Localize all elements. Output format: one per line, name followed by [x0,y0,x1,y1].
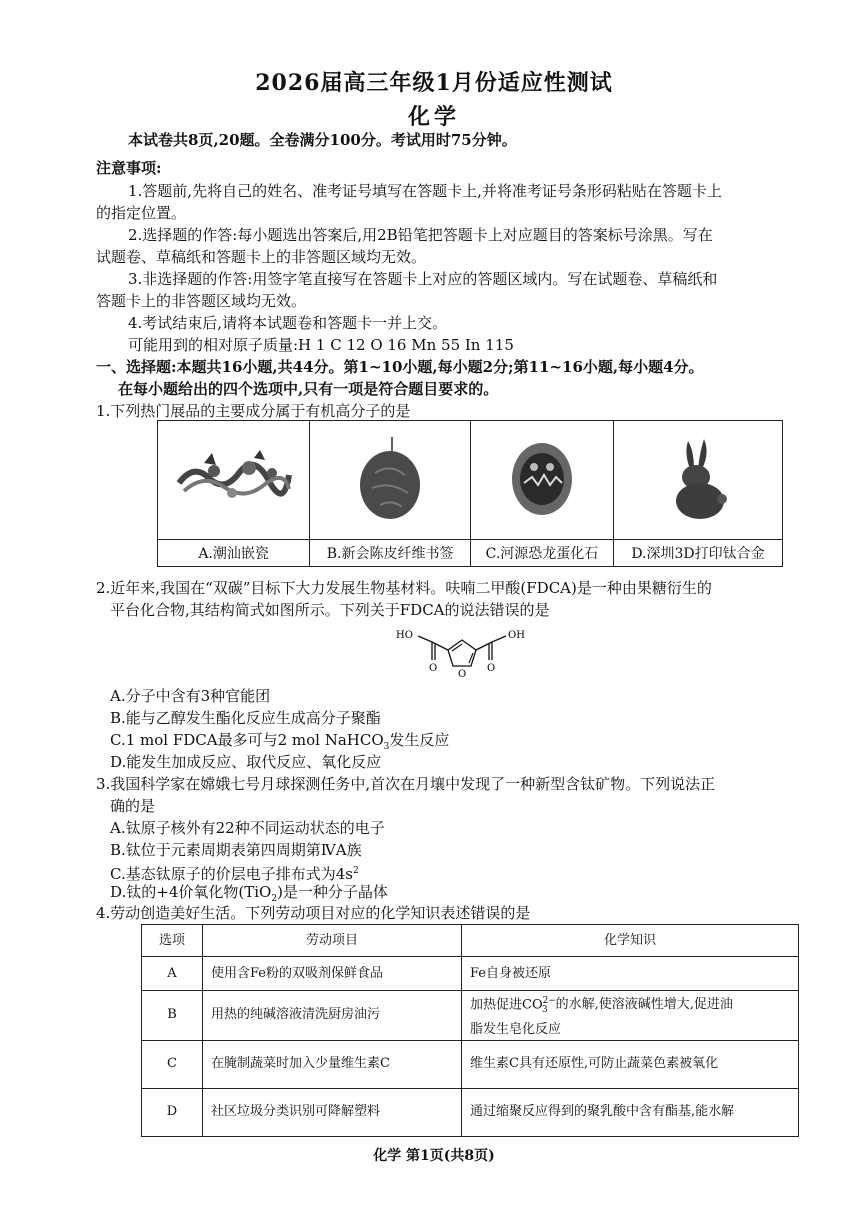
q3-option-a: A.钛原子核外有22种不同运动状态的电子 [110,819,385,837]
q1-option-d: D.深圳3D打印钛合金 [613,540,782,567]
table-row [142,991,799,1041]
notice-item-4: 4.考试结束后,请将本试题卷和答题卡一并上交。 [128,314,448,332]
rabbit-sculpture-image [658,433,738,523]
mol-oh-label: OH [508,630,525,641]
q4-row-b-knowledge-pre: 加热促进CO [470,997,543,1013]
q2-option-d: D.能发生加成反应、取代反应、氧化反应 [110,753,382,771]
q3-option-d-text: D.钛的+4价氧化物(TiO [110,883,272,901]
q3-option-d-subscript: 2 [271,894,278,904]
q4-row-a-task: 使用含Fe粉的双吸剂保鲜食品 [203,957,462,991]
q2-option-c-tail: 发生反应 [389,731,450,749]
q1-image-table [157,420,783,567]
q4-row-a-option: A [142,957,203,991]
q4-header-row [142,925,799,957]
q1-image-c [470,421,613,540]
q1-option-c: C.河源恐龙蛋化石 [470,540,613,567]
section-instruction: 在每小题给出的四个选项中,只有一项是符合题目要求的。 [118,380,499,398]
q1-option-b: B.新会陈皮纤维书签 [310,540,471,567]
q1-image-a [158,421,310,540]
mol-ring-o-label: O [458,669,467,680]
notice-item-1: 1.答题前,先将自己的姓名、准考证号填写在答题卡上,并将准考证号条形码粘贴在答题卡上 [128,182,722,200]
q1-image-b [310,421,471,540]
q2-stem-cont: 平台化合物,其结构简式如图所示。下列关于FDCA的说法错误的是 [110,601,550,619]
notice-item-1-cont: 的指定位置。 [96,204,187,222]
table-row [142,957,799,991]
q4-row-c-option: C [142,1040,203,1088]
q1-image-d [613,421,782,540]
q4-row-b-knowledge-post: 的水解,使溶液碱性增大,促进油 [555,997,733,1013]
q3-option-b: B.钛位于元素周期表第四周期第ⅣA族 [110,841,362,859]
atomic-mass-line: 可能用到的相对原子质量:H 1 C 12 O 16 Mn 55 In 115 [128,336,514,354]
page-footer: 化学 第1页(共8页) [373,1148,495,1164]
q2-option-c-subscript: 3 [383,742,390,752]
q4-header-task: 劳动项目 [203,925,462,957]
fdca-structure-diagram [392,620,532,682]
q4-row-b-knowledge-sub: 3 [541,1004,548,1015]
table-row [142,1040,799,1088]
q4-row-b-knowledge [462,991,799,1041]
q3-option-d-tail: )是一种分子晶体 [277,883,388,901]
notice-heading: 注意事项: [96,159,162,177]
q2-option-a: A.分子中含有3种官能团 [110,687,271,705]
q4-row-b-option: B [142,991,203,1041]
q4-header-option: 选项 [142,925,203,957]
q2-option-b: B.能与乙醇发生酯化反应生成高分子聚酯 [110,709,381,727]
q1-stem: 1.下列热门展品的主要成分属于有机高分子的是 [96,402,411,420]
notice-item-3: 3.非选择题的作答:用签字笔直接写在答题卡上对应的答题区域内。写在试题卷、草稿纸和 [128,270,718,288]
q4-row-a-knowledge: Fe自身被还原 [462,957,799,991]
q4-stem: 4.劳动创造美好生活。下列劳动项目对应的化学知识表述错误的是 [96,904,531,922]
q1-option-a: A.潮汕嵌瓷 [158,540,310,567]
q3-option-c-superscript: 2 [352,866,359,876]
peel-bookmark-image [350,433,430,523]
exam-subject: 化学 [407,104,460,130]
mol-right-carbonyl-label: O [487,663,496,674]
q4-row-d-task: 社区垃圾分类识别可降解塑料 [203,1088,462,1136]
q4-row-b-knowledge-line2: 脂发生皂化反应 [470,1021,562,1037]
mol-left-carbonyl-label: O [429,663,438,674]
q3-stem-cont: 确的是 [110,797,156,815]
dinosaur-egg-image [502,433,582,523]
exam-title: 2026届高三年级1月份适应性测试 [255,70,613,96]
q3-stem: 3.我国科学家在嫦娥七号月球探测任务中,首次在月壤中发现了一种新型含钛矿物。下列说法正 [96,775,716,793]
q4-row-d-option: D [142,1088,203,1136]
table-row [142,1088,799,1136]
notice-item-2-cont: 试题卷、草稿纸和答题卡上的非答题区域均无效。 [96,248,427,266]
porcelain-inlay-image [174,443,294,513]
section-heading: 一、选择题:本题共16小题,共44分。第1~10小题,每小题2分;第11~16小题,每小题4分。 [96,358,704,376]
q4-row-c-task: 在腌制蔬菜时加入少量维生素C [203,1040,462,1088]
q4-row-d-knowledge: 通过缩聚反应得到的聚乳酸中含有酯基,能水解 [462,1088,799,1136]
q4-table [141,924,799,1137]
q4-row-b-knowledge-sup: 2− [542,996,556,1006]
notice-item-2: 2.选择题的作答:每小题选出答案后,用2B铅笔把答题卡上对应题目的答案标号涂黑。写在 [128,226,713,244]
q4-row-c-knowledge: 维生素C具有还原性,可防止蔬菜色素被氧化 [462,1040,799,1088]
q4-row-b-task: 用热的纯碱溶液清洗厨房油污 [203,991,462,1041]
q3-option-c-text: C.基态钛原子的价层电子排布式为4s [110,865,353,883]
notice-item-3-cont: 答题卡上的非答题区域均无效。 [96,292,307,310]
mol-ho-label: HO [396,630,413,641]
q2-stem: 2.近年来,我国在“双碳”目标下大力发展生物基材料。呋喃二甲酸(FDCA)是一种由果糖衍生的 [96,579,712,597]
q4-header-knowledge: 化学知识 [462,925,799,957]
exam-info: 本试卷共8页,20题。全卷满分100分。考试用时75分钟。 [128,131,517,149]
q2-option-c-text: C.1 mol FDCA最多可与2 mol NaHCO [110,731,384,749]
q3-option-c [110,861,359,884]
